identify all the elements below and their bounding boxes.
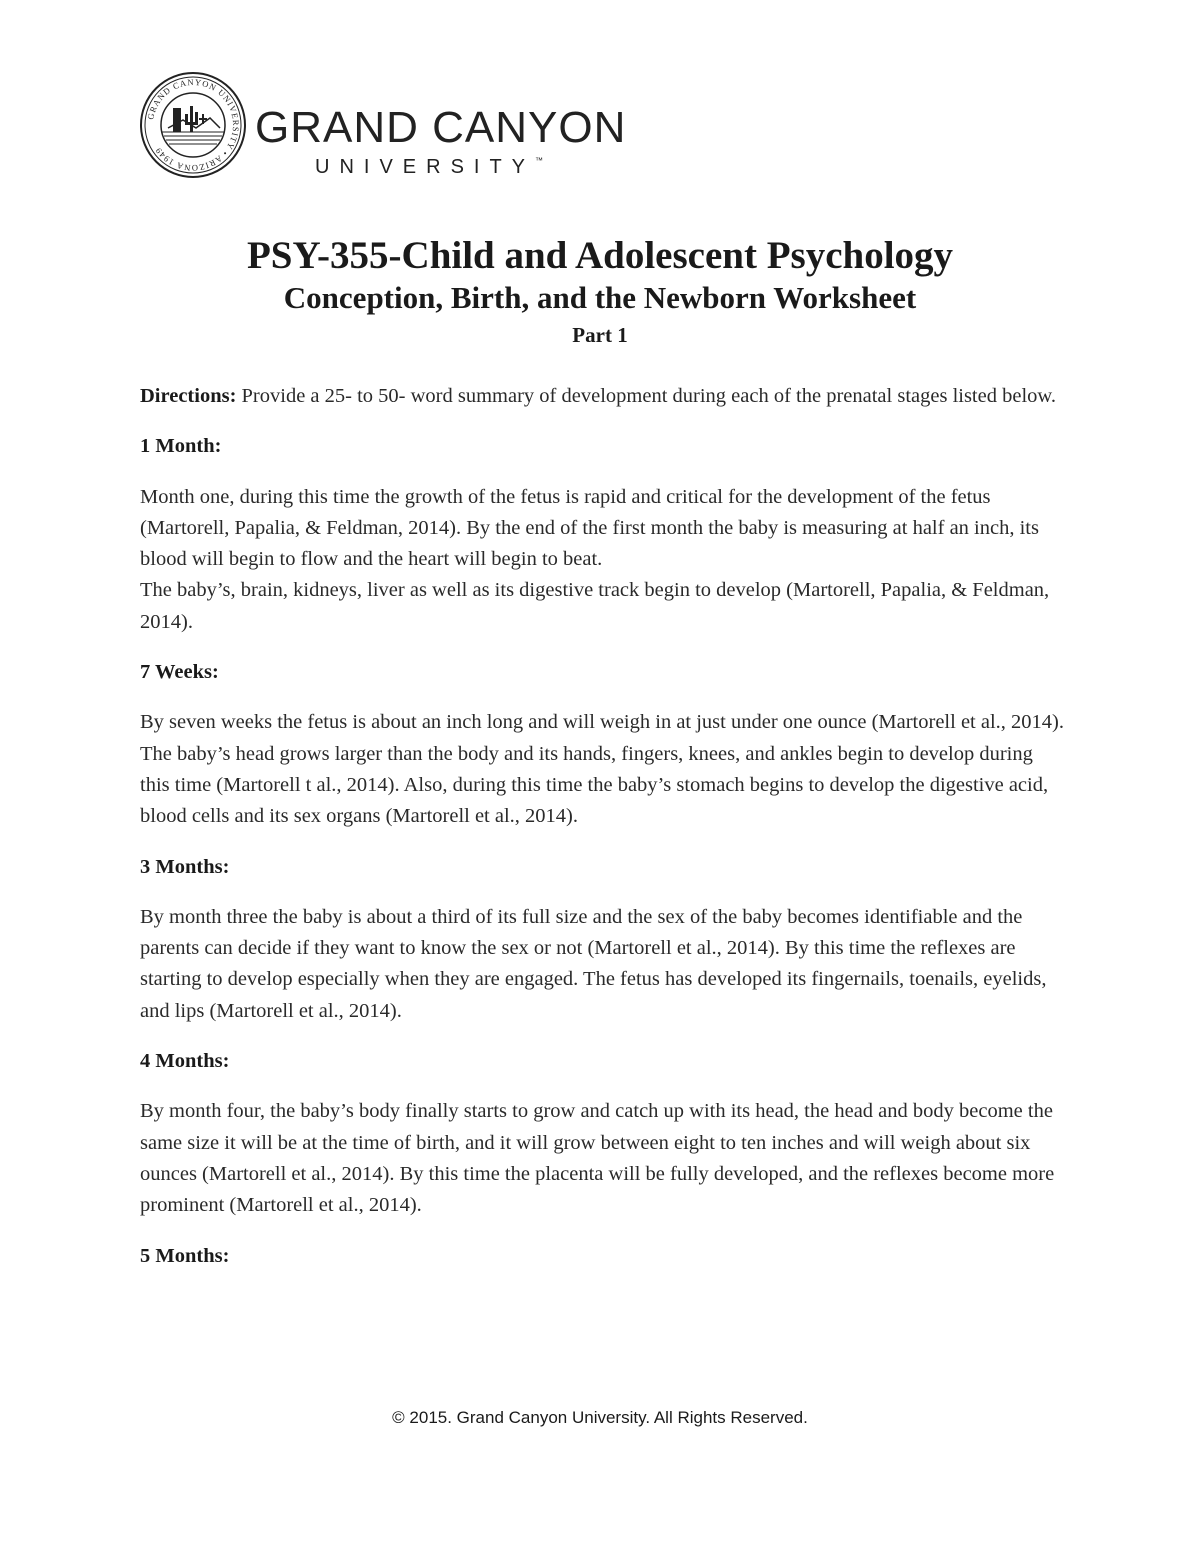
directions-label: Directions: xyxy=(140,385,237,407)
directions-text: Provide a 25- to 50- word summary of development during each of the prenatal stages listed below. xyxy=(236,385,1056,407)
section-heading-3-months: 3 Months: xyxy=(140,855,230,878)
university-logo xyxy=(138,70,658,190)
section-heading-1-month: 1 Month: xyxy=(140,435,222,458)
section-heading-5-months: 5 Months: xyxy=(140,1244,230,1267)
copyright-footer: © 2015. Grand Canyon University. All Rights Reserved. xyxy=(392,1408,808,1427)
course-title: PSY-355-Child and Adolescent Psychology xyxy=(246,234,954,277)
part-label: Part 1 xyxy=(572,323,628,347)
section-heading-7-weeks: 7 Weeks: xyxy=(140,661,219,684)
section-body-4-months: By month four, the baby’s body finally starts to grow and catch up with its head, the head and body become the same size it will be at the time of birth, and it will grow between eight to ten inches and will weigh about six ounces (Martorell et al., 2014). By this time the placenta will be fully developed, and the reflexes become more prominent (Martorell et al., 2014). xyxy=(140,1100,1055,1217)
trademark-symbol: ™ xyxy=(535,156,544,165)
section-body-3-months: By month three the baby is about a third of its full size and the sex of the baby becomes identifiable and the parents can decide if they want to know the sex or not (Martorell et al., 2014). By this time the reflexes are starting to develop especially when they are engaged. The fetus has developed its fingernails, toenails, eyelids, and lips (Martorell et al., 2014). xyxy=(140,905,1047,1022)
university-seal-icon xyxy=(138,70,248,180)
section-body-1-month-b: The baby’s, brain, kidneys, liver as well as its digestive track begin to develop (Martorell, Papalia, & Feldman, 2014). xyxy=(140,579,1050,633)
worksheet-body xyxy=(140,381,1065,1291)
seal-text: GRAND CANYON UNIVERSITY • ARIZONA 1949 xyxy=(145,76,242,174)
directions-paragraph xyxy=(140,381,1065,412)
university-wordmark xyxy=(255,103,655,179)
wordmark-line1: GRAND CANYON xyxy=(255,103,627,152)
wordmark-line2-text: UNIVERSITY xyxy=(315,156,536,178)
section-body-1-month xyxy=(140,482,1065,638)
section-body-1-month-a: Month one, during this time the growth of the fetus is rapid and critical for the development of the fetus (Martorell, Papalia, & Feldman, 2014). By the end of the first month the baby is measuring at half an inch, its blood will begin to flow and the heart will begin to beat. xyxy=(140,485,1039,571)
section-body-7-weeks: By seven weeks the fetus is about an inch long and will weigh in at just under one ounce (Martorell et al., 2014). The baby’s head grows larger than the body and its hands, fingers, knees, and ankles begin to develop during this time (Martorell t al., 2014). Also, during this time the baby’s stomach begins to develop the digestive acid, blood cells and its sex organs (Martorell et al., 2014). xyxy=(140,711,1064,828)
worksheet-title: Conception, Birth, and the Newborn Worksheet xyxy=(283,280,917,315)
wordmark-line2 xyxy=(315,156,655,179)
section-heading-4-months: 4 Months: xyxy=(140,1050,230,1073)
